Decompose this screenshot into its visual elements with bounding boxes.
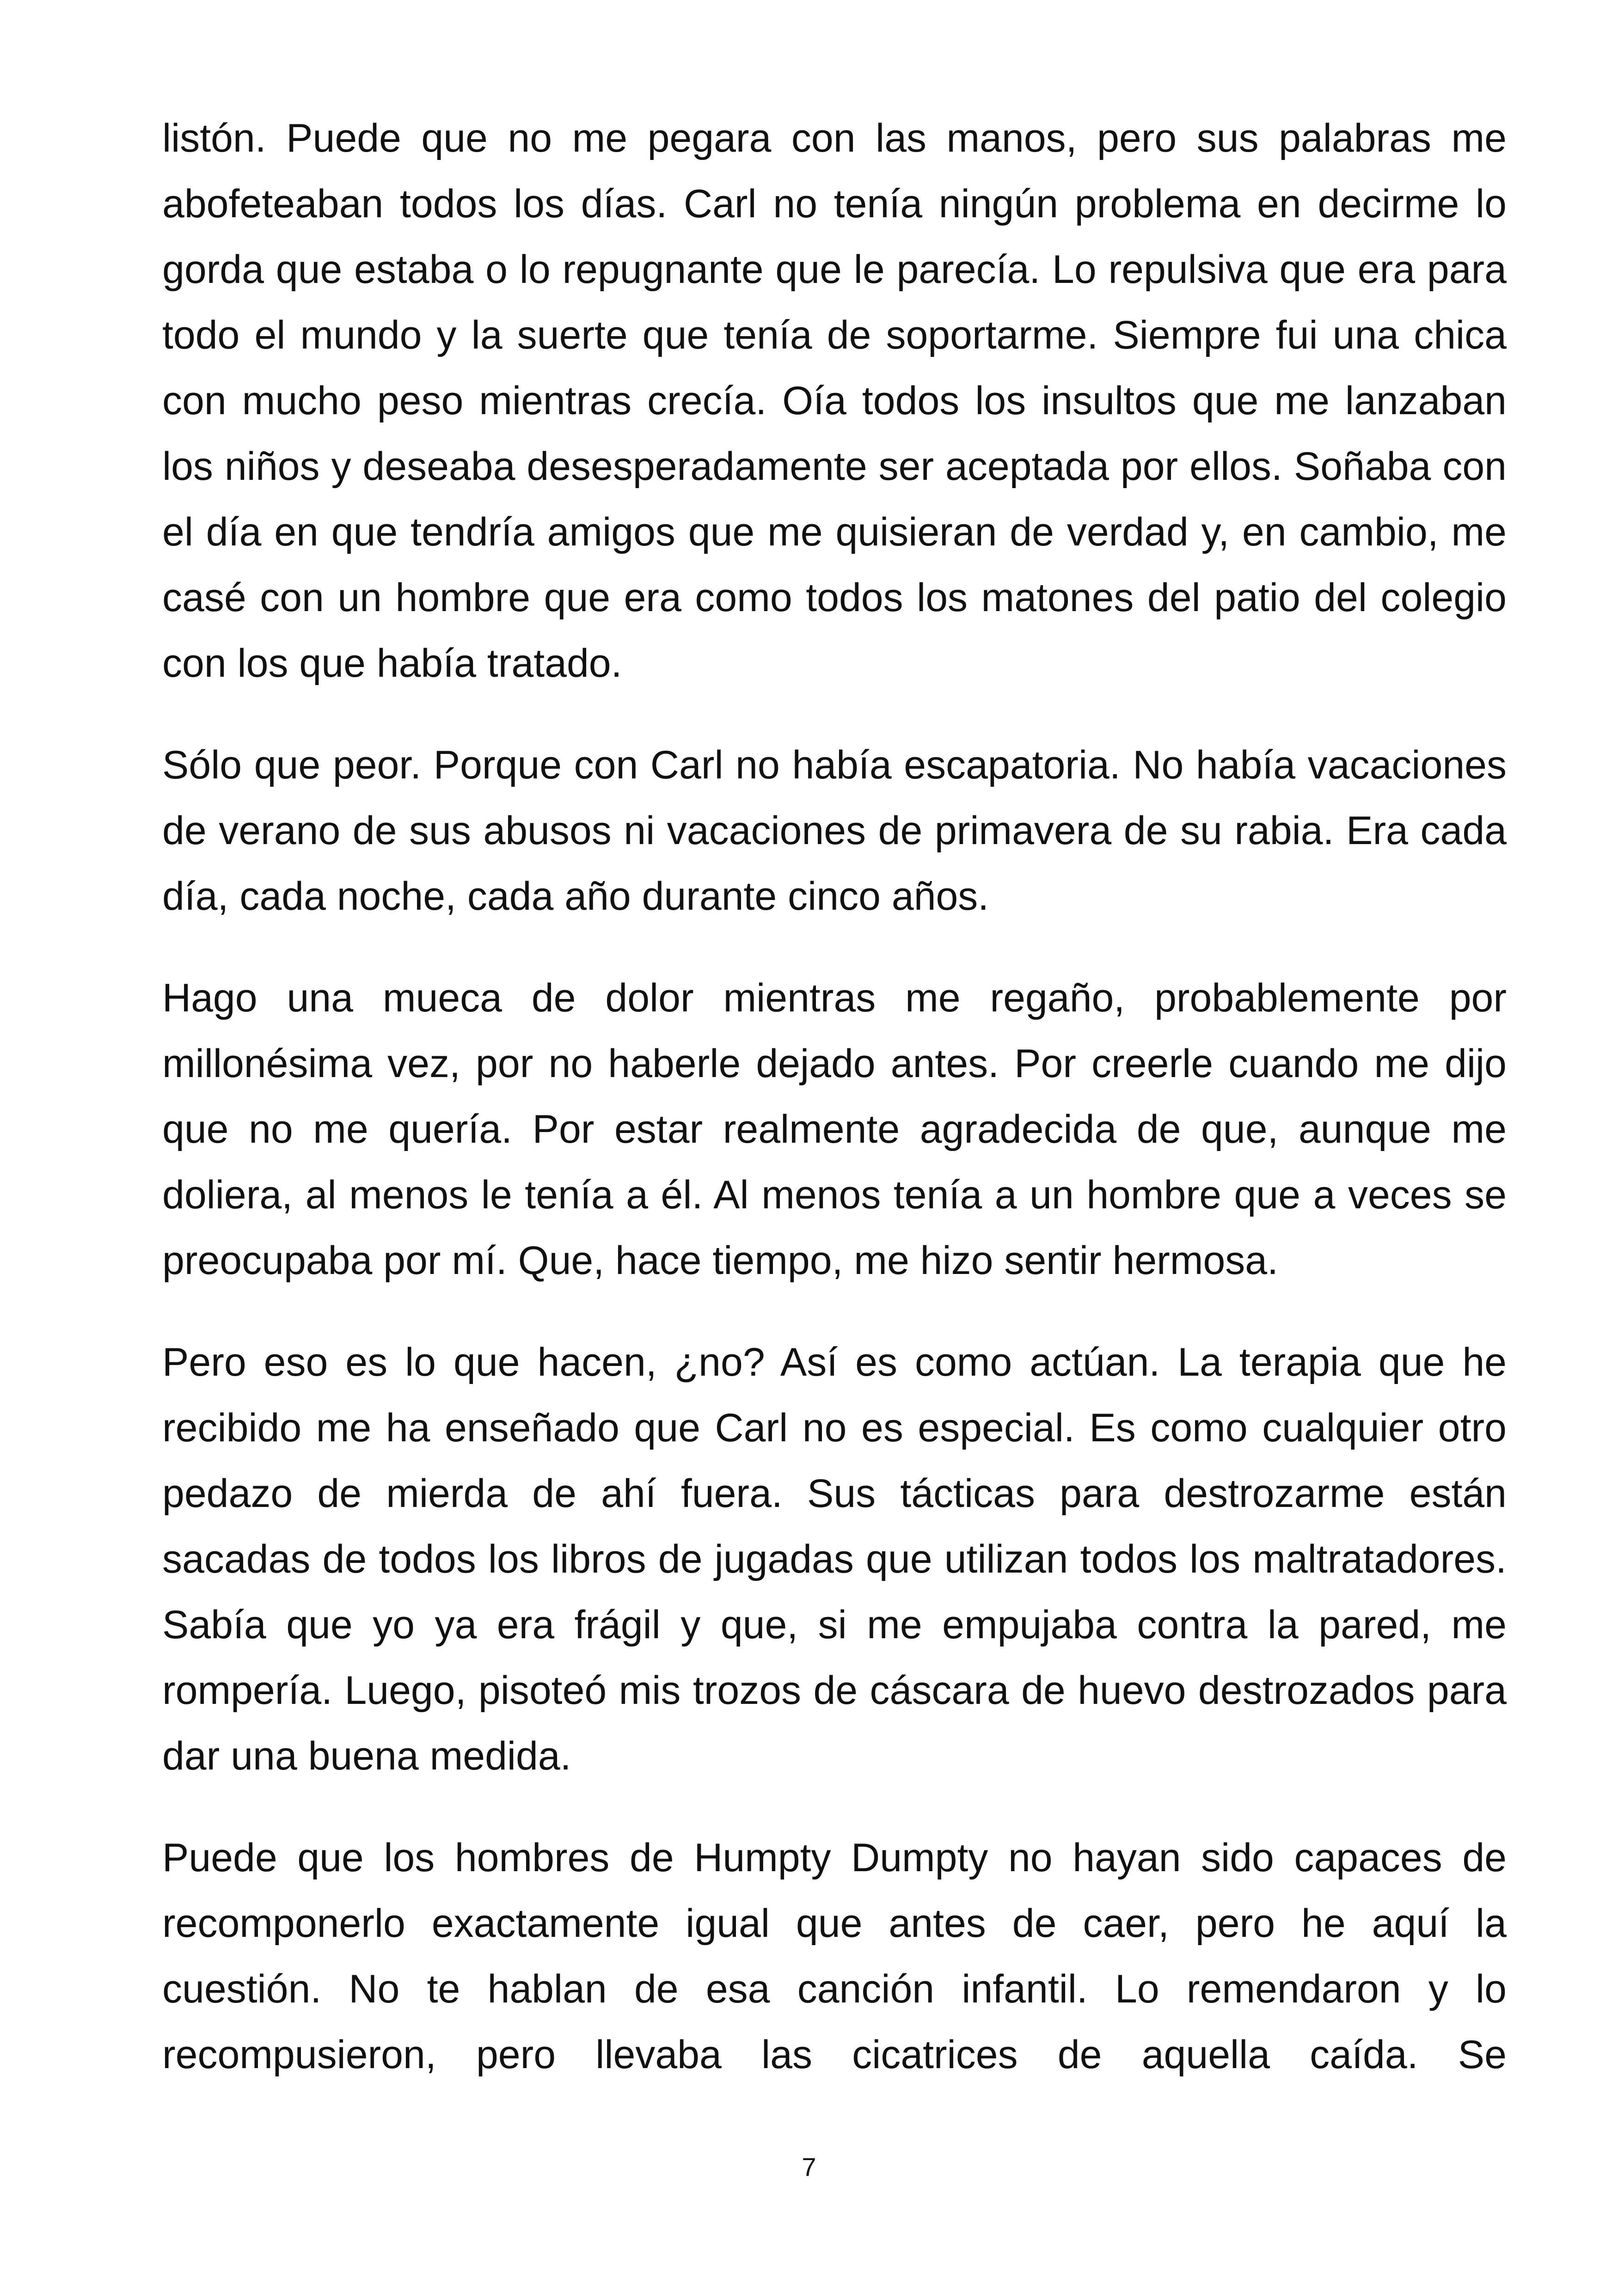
paragraph-5: Puede que los hombres de Humpty Dumpty no hayan sido capaces de recomponerlo exactamente igual que antes de caer, pero he aquí la cuestión. No te hablan de esa canción infantil. Lo remendaron y lo recompusieron, pero llevaba las cicatrices de aquella caída. Se bbox=[162, 1836, 1507, 2077]
body-text bbox=[162, 105, 1507, 2124]
paragraph-1: listón. Puede que no me pegara con las manos, pero sus palabras me abofeteaban todos los días. Carl no tenía ningún problema en decirme lo gorda que estaba o lo repugnante que le parecía. Lo repulsiva que era para todo el mundo y la suerte que tenía de soportarme. Siempre fui una chica con mucho peso mientras crecía. Oía todos los insultos que me lanzaban los niños y deseaba desesperadamente ser aceptada por ellos. Soñaba con el día en que tendría amigos que me quisieran de verdad y, en cambio, me casé con un hombre que era como todos los matones del patio del colegio con los que había tratado. bbox=[162, 116, 1507, 686]
page-number: 7 bbox=[802, 2152, 816, 2181]
paragraph-3: Hago una mueca de dolor mientras me regaño, probablemente por millonésima vez, por no haberle dejado antes. Por creerle cuando me dijo que no me quería. Por estar realmente agradecida de que, aunque me doliera, al menos le tenía a él. Al menos tenía a un hombre que a veces se preocupaba por mí. Que, hace tiempo, me hizo sentir hermosa. bbox=[162, 976, 1507, 1283]
paragraph-4: Pero eso es lo que hacen, ¿no? Así es como actúan. La terapia que he recibido me ha enseñado que Carl no es especial. Es como cualquier otro pedazo de mierda de ahí fuera. Sus tácticas para destrozarme están sacadas de todos los libros de jugadas que utilizan todos los maltratadores. Sabía que yo ya era frágil y que, si me empujaba contra la pared, me rompería. Luego, pisoteó mis trozos de cáscara de huevo destrozados para dar una buena medida. bbox=[162, 1340, 1507, 1778]
paragraph-2: Sólo que peor. Porque con Carl no había escapatoria. No había vacaciones de verano de sus abusos ni vacaciones de primavera de su rabia. Era cada día, cada noche, cada año durante cinco años. bbox=[162, 743, 1507, 918]
